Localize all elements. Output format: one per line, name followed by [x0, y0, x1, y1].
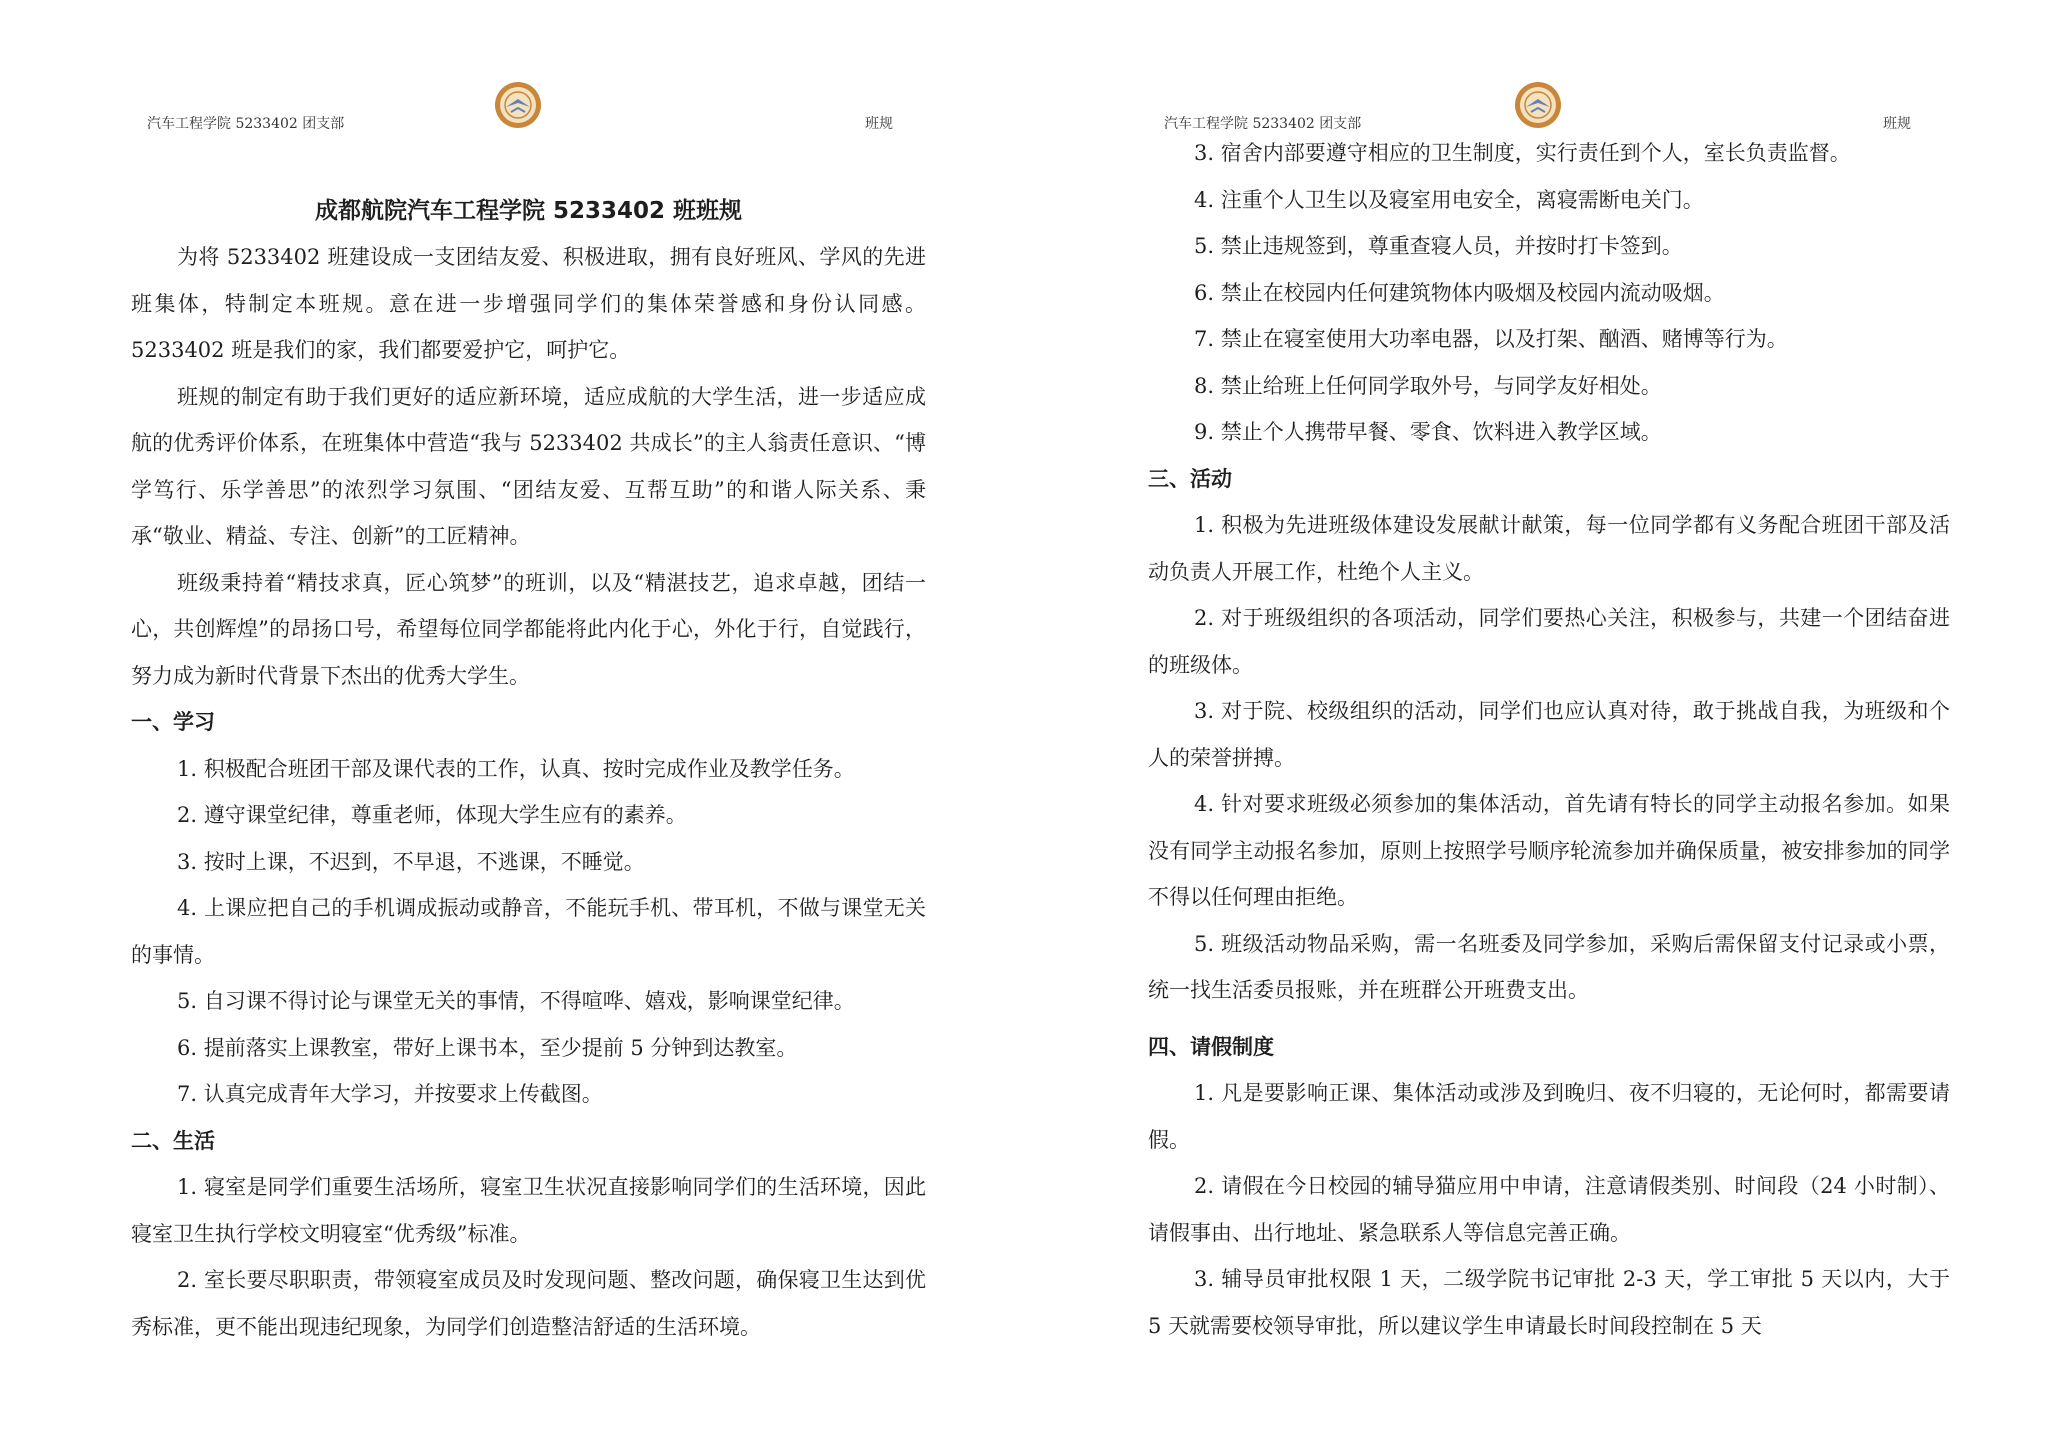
- rule-item: 3. 对于院、校级组织的活动，同学们也应认真对待，敢于挑战自我，为班级和个人的荣誉拼搏。: [1148, 699, 1950, 770]
- rule-item: 5. 禁止违规签到，尊重查寝人员，并按时打卡签到。: [1194, 234, 1683, 258]
- rule-item: 1. 凡是要影响正课、集体活动或涉及到晚归、夜不归寝的，无论何时，都需要请假。: [1148, 1081, 1950, 1152]
- section-heading-activities: 三、活动: [1148, 466, 1232, 491]
- document-body-right: [1148, 130, 1950, 1349]
- rule-item: 1. 积极为先进班级体建设发展献计献策，每一位同学都有义务配合班团干部及活动负责人开展工作，杜绝个人主义。: [1148, 513, 1950, 584]
- rule-item: 1. 寝室是同学们重要生活场所，寝室卫生状况直接影响同学们的生活环境，因此寝室卫生执行学校文明寝室“优秀级”标准。: [131, 1175, 926, 1246]
- rule-item: 2. 室长要尽职职责，带领寝室成员及时发现问题、整改问题，确保寝卫生达到优秀标准，更不能出现违纪现象，为同学们创造整洁舒适的生活环境。: [131, 1268, 926, 1339]
- page-right: [1024, 0, 2048, 1452]
- rule-item: 2. 遵守课堂纪律，尊重老师，体现大学生应有的素养。: [177, 803, 687, 827]
- intro-paragraph: 班级秉持着“精技求真，匠心筑梦”的班训，以及“精湛技艺，追求卓越，团结一心，共创辉煌”的昂扬口号，希望每位同学都能将此内化于心，外化于行，自觉践行，努力成为新时代背景下杰出的优秀大学生。: [131, 570, 926, 688]
- rule-item: 3. 按时上课，不迟到，不早退，不逃课，不睡觉。: [177, 849, 645, 874]
- rule-item: 2. 对于班级组织的各项活动，同学们要热心关注，积极参与，共建一个团结奋进的班级体。: [1148, 606, 1950, 677]
- school-emblem-icon: [1514, 81, 1562, 129]
- rule-item: 7. 禁止在寝室使用大功率电器，以及打架、酗酒、赌博等行为。: [1194, 327, 1788, 351]
- rule-item: 4. 注重个人卫生以及寝室用电安全，离寝需断电关门。: [1194, 187, 1704, 212]
- school-emblem-icon: [494, 81, 542, 129]
- rule-item: 4. 上课应把自己的手机调成振动或静音，不能玩手机、带耳机，不做与课堂无关的事情。: [131, 896, 926, 967]
- header-section: 班规: [1883, 116, 1911, 132]
- document-title: 成都航院汽车工程学院 5233402 班班规: [314, 198, 743, 224]
- rule-item: 5. 班级活动物品采购，需一名班委及同学参加，采购后需保留支付记录或小票，统一找生活委员报账，并在班群公开班费支出。: [1148, 931, 1950, 1002]
- rule-item: 9. 禁止个人携带早餐、零食、饮料进入教学区域。: [1194, 420, 1662, 444]
- rule-item: 2. 请假在今日校园的辅导猫应用中申请，注意请假类别、时间段（24 小时制）、请假事由、出行地址、紧急联系人等信息完善正确。: [1148, 1174, 1950, 1245]
- rule-item: 4. 针对要求班级必须参加的集体活动，首先请有特长的同学主动报名参加。如果没有同学主动报名参加，原则上按照学号顺序轮流参加并确保质量，被安排参加的同学不得以任何理由拒绝。: [1148, 792, 1950, 909]
- rule-item: 8. 禁止给班上任何同学取外号，与同学友好相处。: [1194, 373, 1662, 398]
- intro-paragraph: 班规的制定有助于我们更好的适应新环境，适应成航的大学生活，进一步适应成航的优秀评价体系，在班集体中营造“我与 5233402 共成长”的主人翁责任意识、“博学笃行、乐学善思”的浓烈学习氛围、“团结友爱、互帮互助”的和谐人际关系、秉承“敬业、精益、专注、创新”的工匠精神。: [131, 384, 926, 548]
- section-heading-study: 一、学习: [131, 710, 215, 734]
- rule-item: 3. 辅导员审批权限 1 天，二级学院书记审批 2-3 天，学工审批 5 天以内，大于 5 天就需要校领导审批，所以建议学生申请最长时间段控制在 5 天: [1148, 1267, 1950, 1338]
- rule-item: 1. 积极配合班团干部及课代表的工作，认真、按时完成作业及教学任务。: [177, 756, 855, 781]
- header-unit: 汽车工程学院 5233402 团支部: [1164, 116, 1362, 132]
- rule-item: 3. 宿舍内部要遵守相应的卫生制度，实行责任到个人，室长负责监督。: [1194, 141, 1851, 165]
- rule-item: 7. 认真完成青年大学习，并按要求上传截图。: [177, 1082, 603, 1106]
- rule-item: 6. 禁止在校园内任何建筑物体内吸烟及校园内流动吸烟。: [1194, 280, 1725, 305]
- intro-paragraph: 为将 5233402 班建设成一支团结友爱、积极进取，拥有良好班风、学风的先进班集体，特制定本班规。意在进一步增强同学们的集体荣誉感和身份认同感。5233402 班是我们的家，我们都要爱护它，呵护它。: [131, 245, 926, 362]
- document-body-left: [131, 188, 926, 1350]
- header-unit: 汽车工程学院 5233402 团支部: [147, 116, 345, 132]
- section-heading-life: 二、生活: [131, 1128, 215, 1153]
- header-section: 班规: [865, 116, 893, 132]
- rule-item: 6. 提前落实上课教室，带好上课书本，至少提前 5 分钟到达教室。: [177, 1035, 798, 1060]
- rule-item: 5. 自习课不得讨论与课堂无关的事情，不得喧哗、嬉戏，影响课堂纪律。: [177, 989, 855, 1013]
- section-heading-leave: 四、请假制度: [1148, 1034, 1274, 1059]
